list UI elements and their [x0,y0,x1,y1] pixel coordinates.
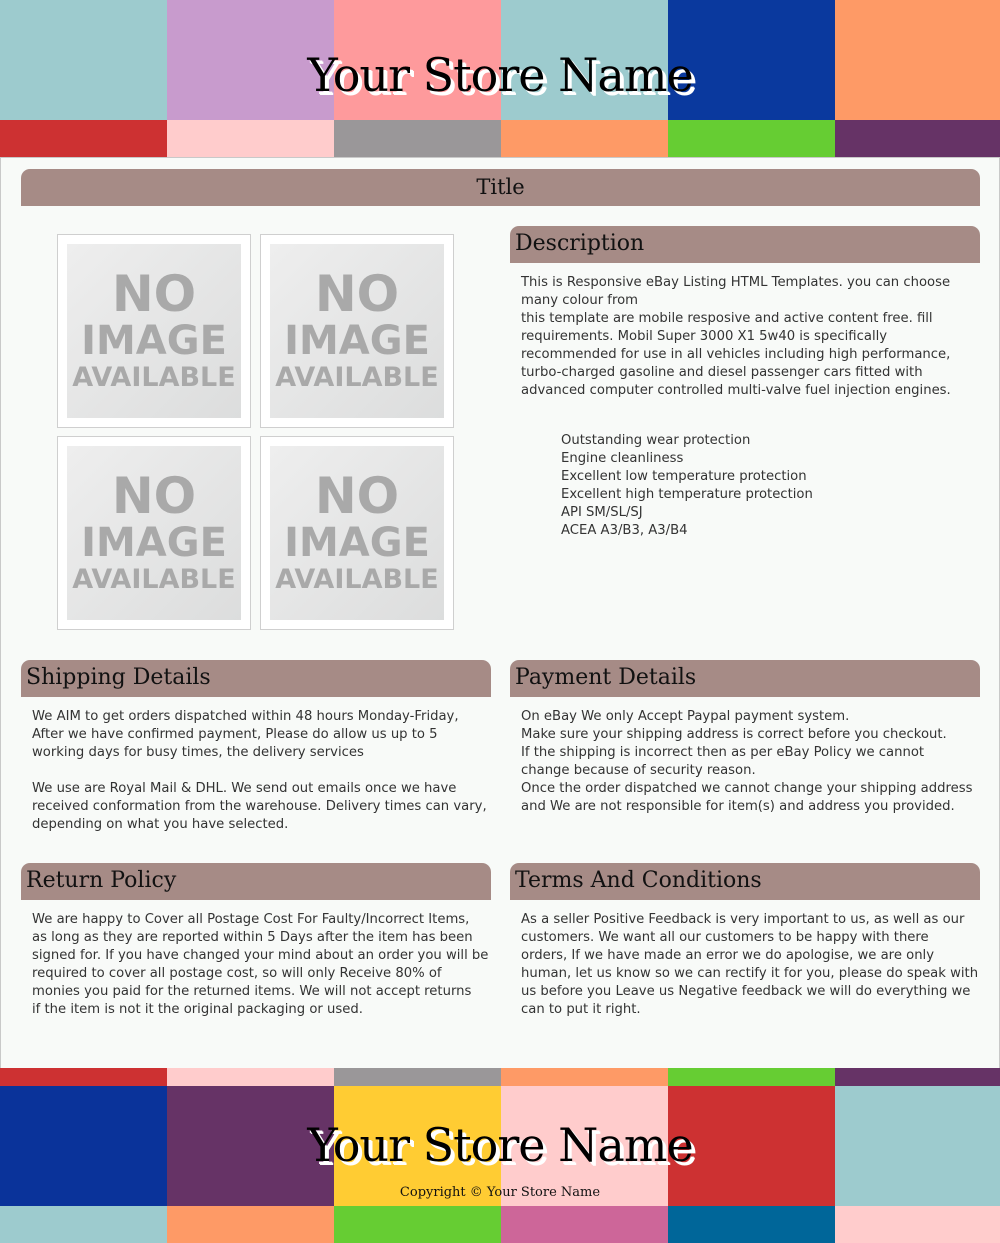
no-image-placeholder [67,446,241,620]
placeholder-word: AVAILABLE [72,564,236,595]
description-line: requirements. Mobil Super 3000 X1 5w40 is specifically [521,329,888,344]
placeholder-word: AVAILABLE [275,362,439,393]
copyright-text: Copyright © Your Store Name [399,1185,601,1200]
header-store-name[interactable]: Your Store Name [307,48,693,102]
list-item: Outstanding wear protection [561,433,751,448]
list-item: Excellent low temperature protection [561,469,807,484]
text-line: if the item is not it the original packaging or used. [32,1002,363,1017]
terms-heading: Terms And Conditions [510,863,980,900]
text-line: working days for busy times, the delivery services [32,745,364,760]
list-item: API SM/SL/SJ [561,505,643,520]
footer-top-tiles [0,1068,1000,1086]
list-item: ACEA A3/B3, A3/B4 [561,523,688,538]
no-image-placeholder [270,244,444,418]
text-line: human, let us know so we can rectify it for you, please do speak with [521,966,979,981]
text-line: can to put it right. [521,1002,641,1017]
color-tile [501,1068,668,1086]
text-line: After we have confirmed payment, Please do allow us up to 5 [32,727,438,742]
text-line: required to cover all postage cost, so will only Receive 80% of [32,966,442,981]
shipping-heading: Shipping Details [21,660,491,697]
text-line: On eBay We only Accept Paypal payment system. [521,709,850,724]
text-line: We AIM to get orders dispatched within 48 hours Monday-Friday, [32,709,459,724]
description-heading: Description [510,226,980,263]
gallery-image-4[interactable] [260,436,454,630]
color-tile [668,1068,835,1086]
payment-heading: Payment Details [510,660,980,697]
text-line: customers. We want all our customers to be happy with there [521,930,929,945]
color-tile [167,1068,334,1086]
color-tile [501,120,668,157]
listing-body [0,157,1000,1069]
color-tile [835,120,1000,157]
shipping-text [32,708,487,834]
color-tile [835,1068,1000,1086]
gallery-image-3[interactable] [57,436,251,630]
color-tile [334,120,501,157]
footer-store-name[interactable]: Your Store Name [307,1118,693,1172]
return-policy-text [32,911,492,1019]
no-image-placeholder [67,244,241,418]
placeholder-word: AVAILABLE [275,564,439,595]
placeholder-word: NO [314,467,400,525]
text-line: us before you Leave us Negative feedback we will do everything we [521,984,971,999]
description-line: this template are mobile resposive and active content free. fill [521,311,933,326]
placeholder-word: NO [111,467,197,525]
text-line: orders, If we have made an error we do apologise, we are only [521,948,935,963]
color-tile [835,1206,1000,1243]
color-tile [334,1206,501,1243]
description-line: recommended for use in all vehicles including high performance, [521,347,951,362]
text-line: We use are Royal Mail & DHL. We send out emails once we have [32,781,457,796]
store-header [0,0,1000,157]
header-bottom-tiles [0,120,1000,157]
color-tile [501,1206,668,1243]
placeholder-word: AVAILABLE [72,362,236,393]
text-line: monies you paid for the returned items. We will not accept returns [32,984,472,999]
listing-title: Title [21,169,980,206]
placeholder-word: IMAGE [81,520,227,566]
list-item: Engine cleanliness [561,451,684,466]
text-line: As a seller Positive Feedback is very important to us, as well as our [521,912,965,927]
placeholder-word: NO [314,265,400,323]
footer-bottom-tiles [0,1206,1000,1243]
text-line: We are happy to Cover all Postage Cost For Faulty/Incorrect Items, [32,912,470,927]
list-item: Excellent high temperature protection [561,487,813,502]
text-line: Make sure your shipping address is correct before you checkout. [521,727,947,742]
feature-list [561,432,813,540]
color-tile [0,1206,167,1243]
return-policy-heading: Return Policy [21,863,491,900]
text-line: and We are not responsible for item(s) and address you provided. [521,799,955,814]
text-line: signed for. If you have changed your mind about an order you will be [32,948,489,963]
terms-text [521,911,981,1019]
text-line: received conformation from the warehouse. Delivery times can vary, [32,799,487,814]
color-tile [167,120,334,157]
placeholder-word: IMAGE [284,318,430,364]
color-tile [334,1068,501,1086]
color-tile [668,120,835,157]
shipping-paragraph [32,708,487,762]
description-line: This is Responsive eBay Listing HTML Templates. you can choose [521,275,951,290]
text-line: change because of security reason. [521,763,756,778]
placeholder-word: NO [111,265,197,323]
description-line: advanced computer controlled multi-valve fuel injection engines. [521,383,951,398]
color-tile [668,1206,835,1243]
text-line: as long as they are reported within 5 Days after the item has been [32,930,473,945]
color-tile [167,1206,334,1243]
description-text [521,274,971,400]
text-line: depending on what you have selected. [32,817,289,832]
no-image-placeholder [270,446,444,620]
color-tile [0,1068,167,1086]
gallery-image-1[interactable] [57,234,251,428]
description-line: many colour from [521,293,638,308]
payment-text [521,708,976,816]
shipping-paragraph [32,780,487,834]
text-line: Once the order dispatched we cannot change your shipping address [521,781,973,796]
placeholder-word: IMAGE [284,520,430,566]
placeholder-word: IMAGE [81,318,227,364]
gallery-image-2[interactable] [260,234,454,428]
store-footer [0,1068,1000,1243]
text-line: If the shipping is incorrect then as per eBay Policy we cannot [521,745,925,760]
description-line: turbo-charged gasoline and diesel passenger cars fitted with [521,365,923,380]
color-tile [0,120,167,157]
